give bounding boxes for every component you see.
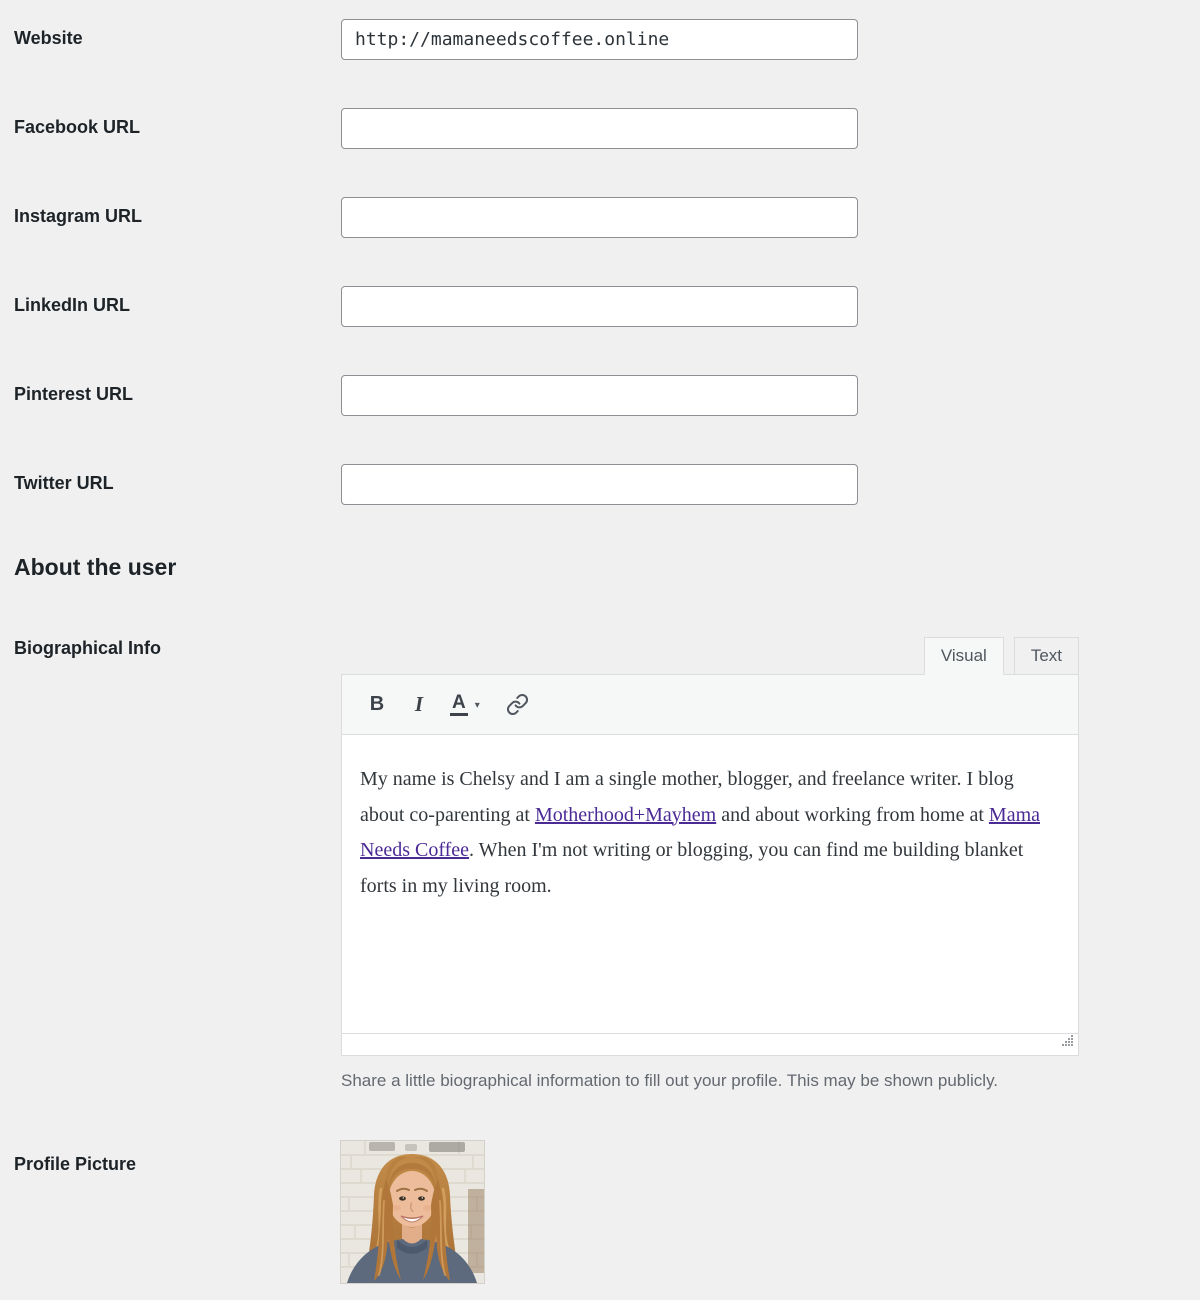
contact-fields bbox=[0, 0, 1200, 505]
form-row bbox=[0, 375, 1200, 416]
twitter-url-input[interactable] bbox=[341, 464, 858, 505]
instagram-url-label: Instagram URL bbox=[14, 206, 143, 226]
profile-photo bbox=[341, 1141, 484, 1283]
instagram-url-input[interactable] bbox=[341, 197, 858, 238]
linkedin-url-label: LinkedIn URL bbox=[14, 295, 130, 315]
bio-editor bbox=[341, 674, 1079, 1056]
biographical-info-row bbox=[0, 637, 1200, 1091]
pinterest-url-label: Pinterest URL bbox=[14, 384, 134, 404]
form-row bbox=[0, 286, 1200, 327]
linkedin-url-input[interactable] bbox=[341, 286, 858, 327]
profile-picture-label: Profile Picture bbox=[14, 1154, 137, 1174]
avatar bbox=[341, 1141, 484, 1283]
website-label: Website bbox=[14, 28, 83, 48]
website-input[interactable] bbox=[341, 19, 858, 60]
editor-mode-tabs bbox=[341, 637, 1079, 675]
profile-picture-row bbox=[0, 1141, 1200, 1283]
biographical-info-label: Biographical Info bbox=[14, 638, 162, 658]
bio-link[interactable]: Mama Needs Coffee bbox=[360, 803, 1040, 861]
visual-tab[interactable]: Visual bbox=[924, 637, 1004, 675]
facebook-url-input[interactable] bbox=[341, 108, 858, 149]
text-tab[interactable]: Text bbox=[1014, 637, 1079, 675]
bio-description: Share a little biographical information to fill out your profile. This may be shown publicly. bbox=[341, 1071, 999, 1090]
insert-link-button[interactable] bbox=[502, 688, 533, 722]
text-color-button[interactable] bbox=[446, 688, 484, 722]
bio-text-segment: and about working from home at bbox=[716, 803, 989, 826]
facebook-url-label: Facebook URL bbox=[14, 117, 141, 137]
resize-grip-icon[interactable] bbox=[1061, 1034, 1074, 1052]
caret-down-icon: ▾ bbox=[474, 700, 480, 711]
pinterest-url-input[interactable] bbox=[341, 375, 858, 416]
bio-paragraph bbox=[360, 762, 1056, 904]
text-color-letter: A bbox=[450, 693, 468, 716]
form-row bbox=[0, 464, 1200, 505]
bio-editor-column bbox=[341, 637, 1079, 1091]
bold-button[interactable]: B bbox=[362, 688, 392, 722]
form-row bbox=[0, 197, 1200, 238]
bio-text-segment: My name is Chelsy and I am a single mother, blogger, and freelance writer. I blog about co-parenting at bbox=[360, 768, 1014, 826]
editor-toolbar bbox=[342, 675, 1078, 735]
bio-text-segment: . When I'm not writing or blogging, you can find me building blanket forts in my living room. bbox=[360, 839, 1024, 897]
about-the-user-heading: About the user bbox=[14, 554, 177, 580]
bio-link[interactable]: Motherhood+Mayhem bbox=[534, 803, 717, 826]
editor-statusbar bbox=[342, 1033, 1078, 1055]
bio-content-area[interactable] bbox=[342, 735, 1078, 1033]
form-row bbox=[0, 19, 1200, 60]
link-icon bbox=[506, 693, 529, 716]
italic-button[interactable]: I bbox=[404, 688, 434, 722]
twitter-url-label: Twitter URL bbox=[14, 473, 114, 493]
form-row bbox=[0, 108, 1200, 149]
